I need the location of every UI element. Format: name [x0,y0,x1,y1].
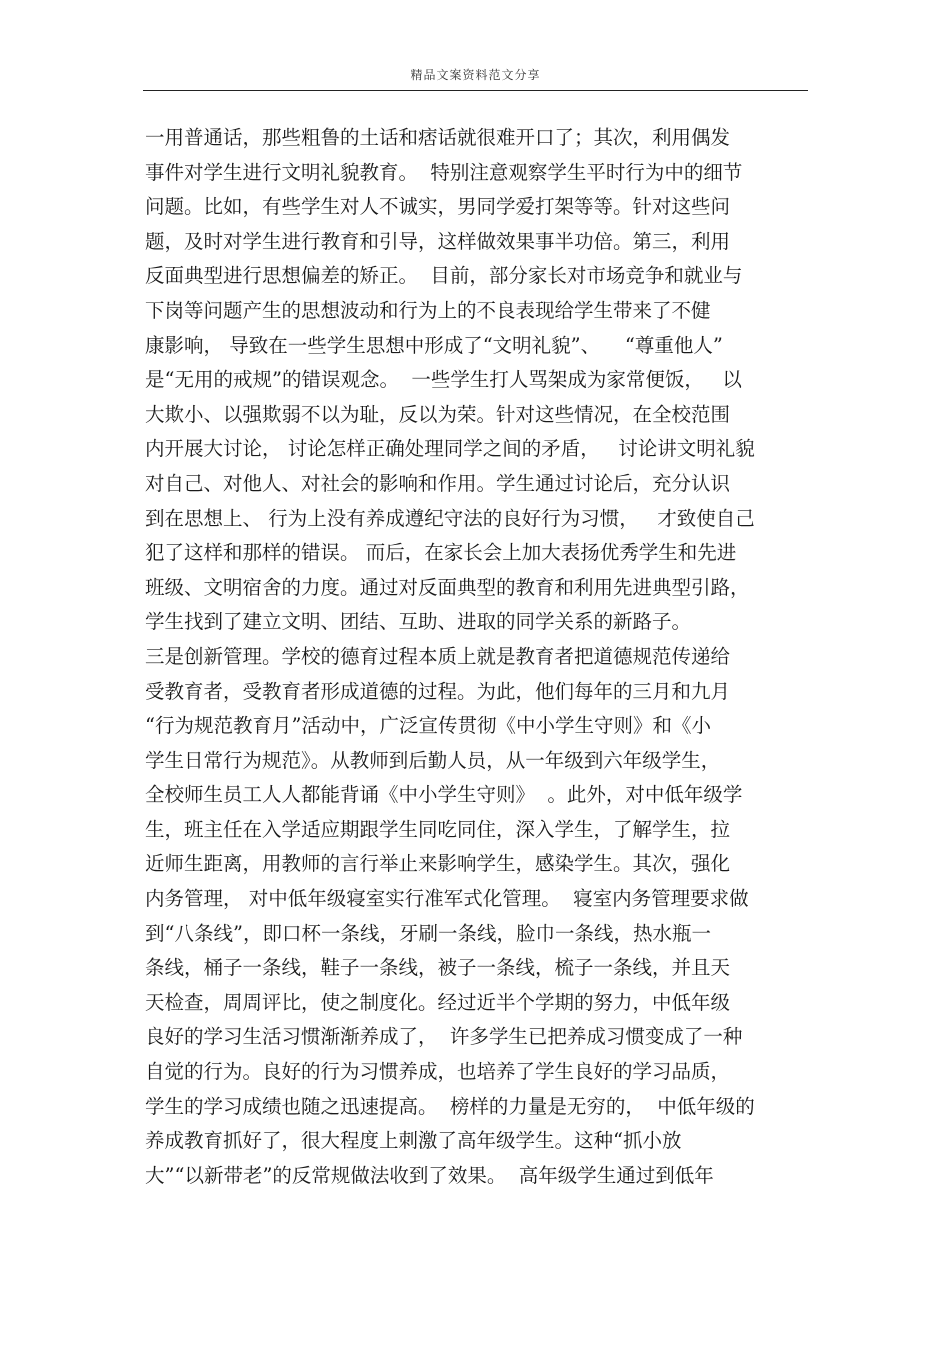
header-divider [143,90,808,91]
text-line: 下岗等问题产生的思想波动和行为上的不良表现给学生带来了不健 [145,298,711,322]
text-line: 内开展大讨论， 讨论怎样正确处理同学之间的矛盾， 讨论讲文明礼貌 [145,437,755,461]
text-line: 事件对学生进行文明礼貌教育。 特别注意观察学生平时行为中的细节 [145,160,743,184]
text-line: 条线，桶子一条线，鞋子一条线，被子一条线，梳子一条线，并且天 [145,956,731,980]
text-line: 全校师生员工人人都能背诵《中小学生守则》 。此外，对中低年级学 [145,783,743,807]
text-line: 受教育者，受教育者形成道德的过程。为此，他们每年的三月和九月 [145,679,731,703]
text-line: 反面典型进行思想偏差的矫正。 目前，部分家长对市场竞争和就业与 [145,264,743,288]
text-line: 到在思想上、 行为上没有养成遵纪守法的良好行为习惯， 才致使自己 [145,506,755,530]
text-line: 大”“以新带老”的反常规做法收到了效果。 高年级学生通过到低年 [145,1163,714,1187]
text-line: 班级、文明宿舍的力度。通过对反面典型的教育和利用先进典型引路， [145,575,750,599]
text-line: 问题。比如，有些学生对人不诚实，男同学爱打架等等。针对这些问 [145,195,731,219]
text-line: 对自己、对他人、对社会的影响和作用。学生通过讨论后，充分认识 [145,471,731,495]
text-line: 题，及时对学生进行教育和引导，这样做效果事半功倍。第三，利用 [145,229,731,253]
text-line: 近师生距离，用教师的言行举止来影响学生，感染学生。其次，强化 [145,852,731,876]
text-line: 一用普通话，那些粗鲁的土话和痞话就很难开口了；其次，利用偶发 [145,126,731,149]
text-line: 是“无用的戒规”的错误观念。 一些学生打人骂架成为家常便饭， 以 [145,368,742,392]
text-line: 学生日常行为规范》。从教师到后勤人员，从一年级到六年级学生， [145,748,721,772]
text-line: “行为规范教育月”活动中，广泛宣传贯彻《中小学生守则》和《小 [145,714,711,738]
document-body [145,121,810,1193]
text-line: 自觉的行为。良好的行为习惯养成，也培养了学生良好的学习品质， [145,1060,731,1084]
text-line: 养成教育抓好了，很大程度上刺激了高年级学生。这种“抓小放 [145,1129,682,1153]
text-line: 学生的学习成绩也随之迅速提高。 榜样的力量是无穷的， 中低年级的 [145,1094,755,1118]
text-line: 生，班主任在入学适应期跟学生同吃同住，深入学生，了解学生，拉 [145,817,731,841]
text-line: 到“八条线”，即口杯一条线，牙刷一条线，脸巾一条线，热水瓶一 [145,921,711,945]
text-line: 内务管理， 对中低年级寝室实行准军式化管理。 寝室内务管理要求做 [145,887,749,911]
text-line: 天检查，周周评比，使之制度化。经过近半个学期的努力，中低年级 [145,990,731,1014]
text-line: 大欺小、以强欺弱不以为耻，反以为荣。针对这些情况，在全校范围 [145,402,731,426]
text-line: 康影响， 导致在一些学生思想中形成了“文明礼貌”、 “尊重他人” [145,333,723,357]
section-heading-line: 三是创新管理。学校的德育过程本质上就是教育者把道德规范传递给 [145,644,731,668]
text-line: 犯了这样和那样的错误。 而后，在家长会上加大表扬优秀学生和先进 [145,541,737,565]
page-header: 精品文案资料范文分享 [410,68,541,82]
text-line: 学生找到了建立文明、团结、互助、进取的同学关系的新路子。 [145,610,692,634]
text-line: 良好的学习生活习惯渐渐养成了， 许多学生已把养成习惯变成了一种 [145,1025,743,1049]
